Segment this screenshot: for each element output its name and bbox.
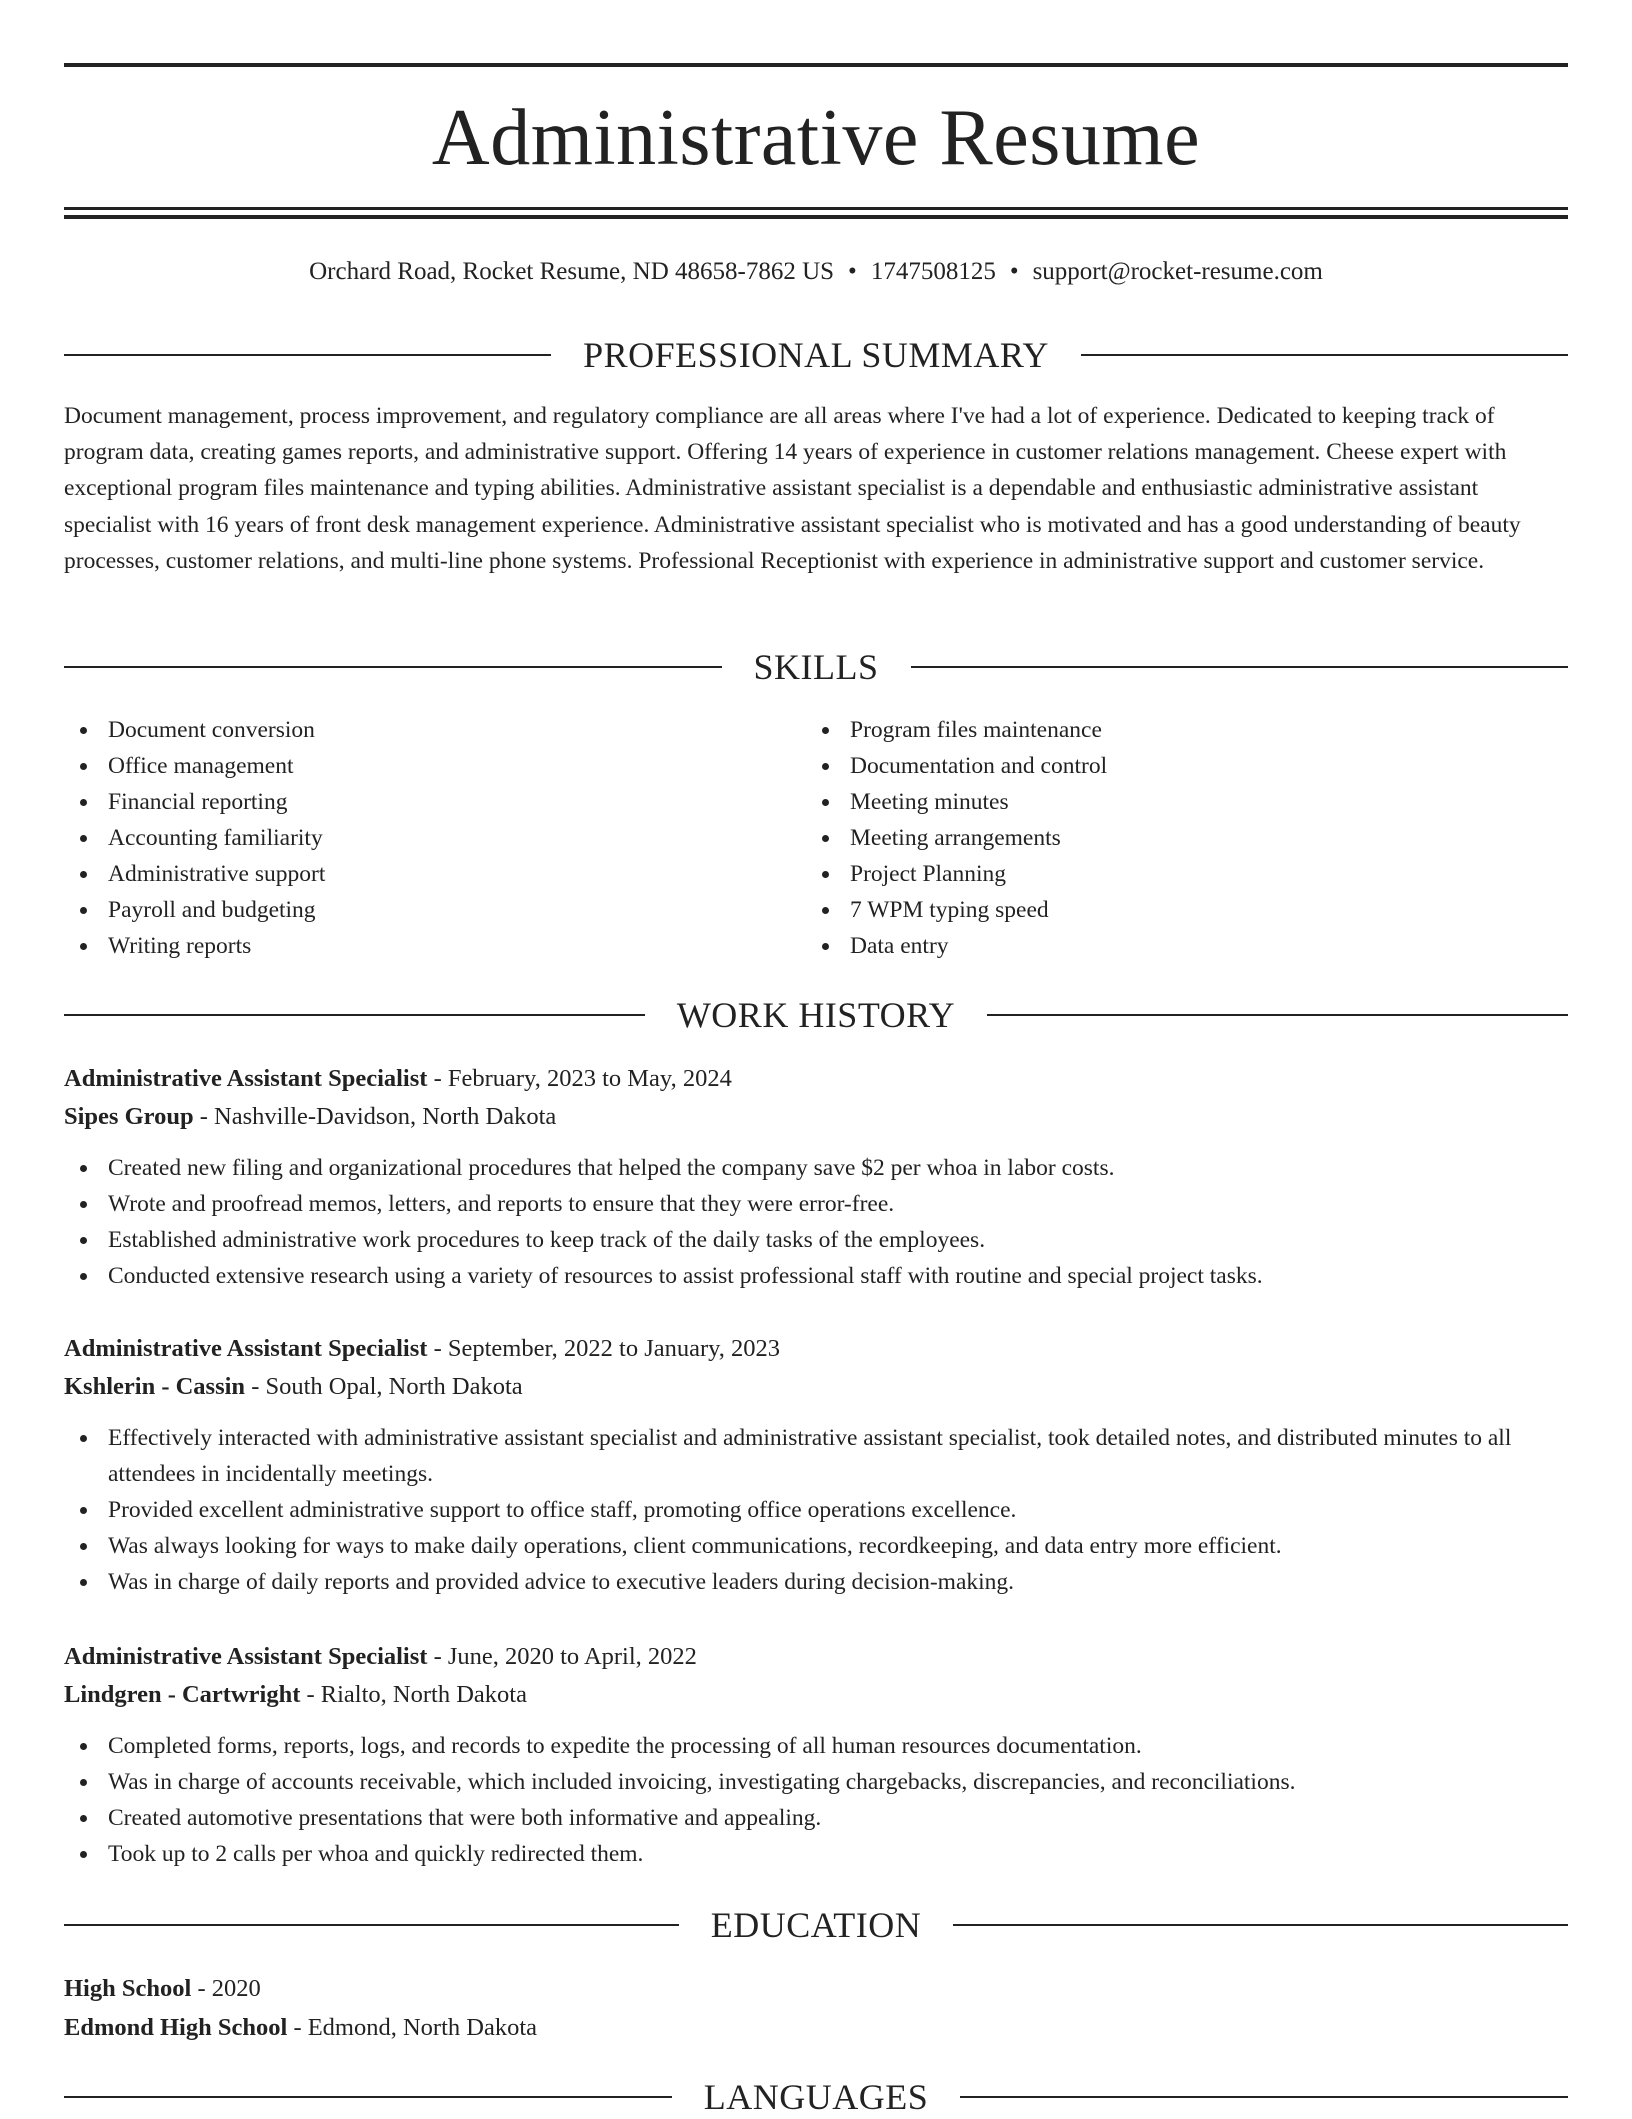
job-title: Administrative Assistant Specialist — [64, 1643, 428, 1670]
section-heading-summary — [64, 333, 1568, 377]
job-company: Sipes Group — [64, 1103, 194, 1130]
summary-text: Document management, process improvement, and regulatory compliance are all areas where I've had a lot of experience. Dedicated to keeping track of program data, creating games reports, and administrative support. Offering 14 years of experience in customer relations management. Cheese expert with exceptional program files maintenance and typing abilities. Administrative assistant specialist is a dependable and enthusiastic administrative assistant specialist with 16 years of front desk management experience. Administrative assistant specialist who is motivated and has a good understanding of beauty processes, customer relations, and multi-line phone systems. Professional Receptionist with experience in administrative support and customer service. — [64, 403, 1521, 574]
job-company-line — [64, 1368, 1568, 1406]
job-location: - South Opal, North Dakota — [245, 1373, 523, 1400]
job-bullet: Effectively interacted with administrative assistant specialist and administrative assistant specialist, took detailed notes, and distributed minutes to all attendees in incidentally meetings. — [64, 1420, 1568, 1492]
job-bullets — [64, 1420, 1568, 1600]
job-title-line — [64, 1060, 1568, 1098]
education-school: Edmond High School — [64, 2014, 288, 2041]
contact-email: support@rocket-resume.com — [1032, 258, 1323, 285]
job-bullet: Completed forms, reports, logs, and records to expedite the processing of all human resources documentation. — [64, 1728, 1568, 1764]
job-bullet: Created new filing and organizational procedures that helped the company save $2 per whoa in labor costs. — [64, 1150, 1568, 1186]
skill-item: Accounting familiarity — [64, 820, 764, 856]
job-bullets — [64, 1150, 1568, 1294]
education-school-line — [64, 2008, 1568, 2047]
contact-separator: • — [1009, 258, 1019, 285]
job-company-line — [64, 1098, 1568, 1136]
heading-rule — [64, 354, 551, 356]
heading-rule — [1081, 354, 1568, 356]
education-year: - 2020 — [191, 1975, 261, 2002]
section-heading-skills — [64, 645, 1568, 689]
skill-item: Documentation and control — [806, 748, 1506, 784]
skill-item: Administrative support — [64, 856, 764, 892]
contact-address: Orchard Road, Rocket Resume, ND 48658-7862 US — [309, 258, 835, 285]
job-company: Lindgren - Cartwright — [64, 1681, 301, 1708]
job-bullet: Was in charge of daily reports and provided advice to executive leaders during decision-making. — [64, 1564, 1568, 1600]
heading-rule — [64, 2096, 672, 2098]
skill-item: Writing reports — [64, 928, 764, 964]
section-title: PROFESSIONAL SUMMARY — [583, 335, 1049, 375]
heading-rule — [987, 1014, 1568, 1016]
section-heading-languages — [64, 2075, 1568, 2119]
job-bullet: Was in charge of accounts receivable, which included invoicing, investigating chargebacks, discrepancies, and reconciliations. — [64, 1764, 1568, 1800]
skill-item: Meeting arrangements — [806, 820, 1506, 856]
skills-list-left — [64, 712, 764, 964]
job-company: Kshlerin - Cassin — [64, 1373, 246, 1400]
education-location: - Edmond, North Dakota — [287, 2014, 538, 2041]
skill-item: Financial reporting — [64, 784, 764, 820]
education-degree-line — [64, 1969, 1568, 2008]
header-top-rule — [64, 63, 1568, 67]
skill-item: Office management — [64, 748, 764, 784]
job-bullet: Wrote and proofread memos, letters, and reports to ensure that they were error-free. — [64, 1186, 1568, 1222]
contact-line — [64, 255, 1568, 289]
job-bullet: Took up to 2 calls per whoa and quickly redirected them. — [64, 1836, 1568, 1872]
job-title: Administrative Assistant Specialist — [64, 1335, 428, 1362]
skill-item: Meeting minutes — [806, 784, 1506, 820]
education-degree: High School — [64, 1975, 192, 2002]
skill-item: Program files maintenance — [806, 712, 1506, 748]
skill-item: Document conversion — [64, 712, 764, 748]
heading-rule — [953, 1924, 1568, 1926]
job-bullet: Created automotive presentations that were both informative and appealing. — [64, 1800, 1568, 1836]
education-entry — [64, 1969, 1568, 2047]
job-location: - Nashville-Davidson, North Dakota — [193, 1103, 557, 1130]
section-title: WORK HISTORY — [676, 995, 956, 1035]
heading-rule — [64, 1924, 679, 1926]
job-entry — [64, 1330, 1568, 1600]
skill-item: Payroll and budgeting — [64, 892, 764, 928]
section-heading-education — [64, 1903, 1568, 1947]
section-title: LANGUAGES — [703, 2077, 929, 2117]
job-entry — [64, 1638, 1568, 1872]
job-title-line — [64, 1638, 1568, 1676]
contact-phone: 1747508125 — [870, 258, 996, 285]
heading-rule — [64, 1014, 645, 1016]
skill-item: 7 WPM typing speed — [806, 892, 1506, 928]
section-title: SKILLS — [753, 647, 879, 687]
contact-separator: • — [848, 258, 857, 285]
job-location: - Rialto, North Dakota — [300, 1681, 527, 1708]
skill-item: Project Planning — [806, 856, 1506, 892]
job-title: Administrative Assistant Specialist — [64, 1065, 428, 1092]
skills-list-right — [806, 712, 1506, 964]
heading-rule — [64, 666, 722, 668]
job-company-line — [64, 1676, 1568, 1714]
job-bullet: Was always looking for ways to make daily operations, client communications, recordkeeping, and data entry more efficient. — [64, 1528, 1568, 1564]
job-bullets — [64, 1728, 1568, 1872]
job-bullet: Established administrative work procedures to keep track of the daily tasks of the employees. — [64, 1222, 1568, 1258]
heading-rule — [960, 2096, 1568, 2098]
header-double-rule — [64, 207, 1568, 219]
job-dates: - February, 2023 to May, 2024 — [427, 1065, 732, 1092]
section-heading-work — [64, 993, 1568, 1037]
section-title: EDUCATION — [710, 1905, 922, 1945]
skill-item: Data entry — [806, 928, 1506, 964]
job-dates: - September, 2022 to January, 2023 — [427, 1335, 781, 1362]
job-dates: - June, 2020 to April, 2022 — [427, 1643, 697, 1670]
resume-title: Administrative Resume — [431, 94, 1201, 182]
job-title-line — [64, 1330, 1568, 1368]
heading-rule — [911, 666, 1569, 668]
job-bullet: Conducted extensive research using a variety of resources to assist professional staff with routine and special project tasks. — [64, 1258, 1568, 1294]
job-entry — [64, 1060, 1568, 1294]
job-bullet: Provided excellent administrative support to office staff, promoting office operations excellence. — [64, 1492, 1568, 1528]
